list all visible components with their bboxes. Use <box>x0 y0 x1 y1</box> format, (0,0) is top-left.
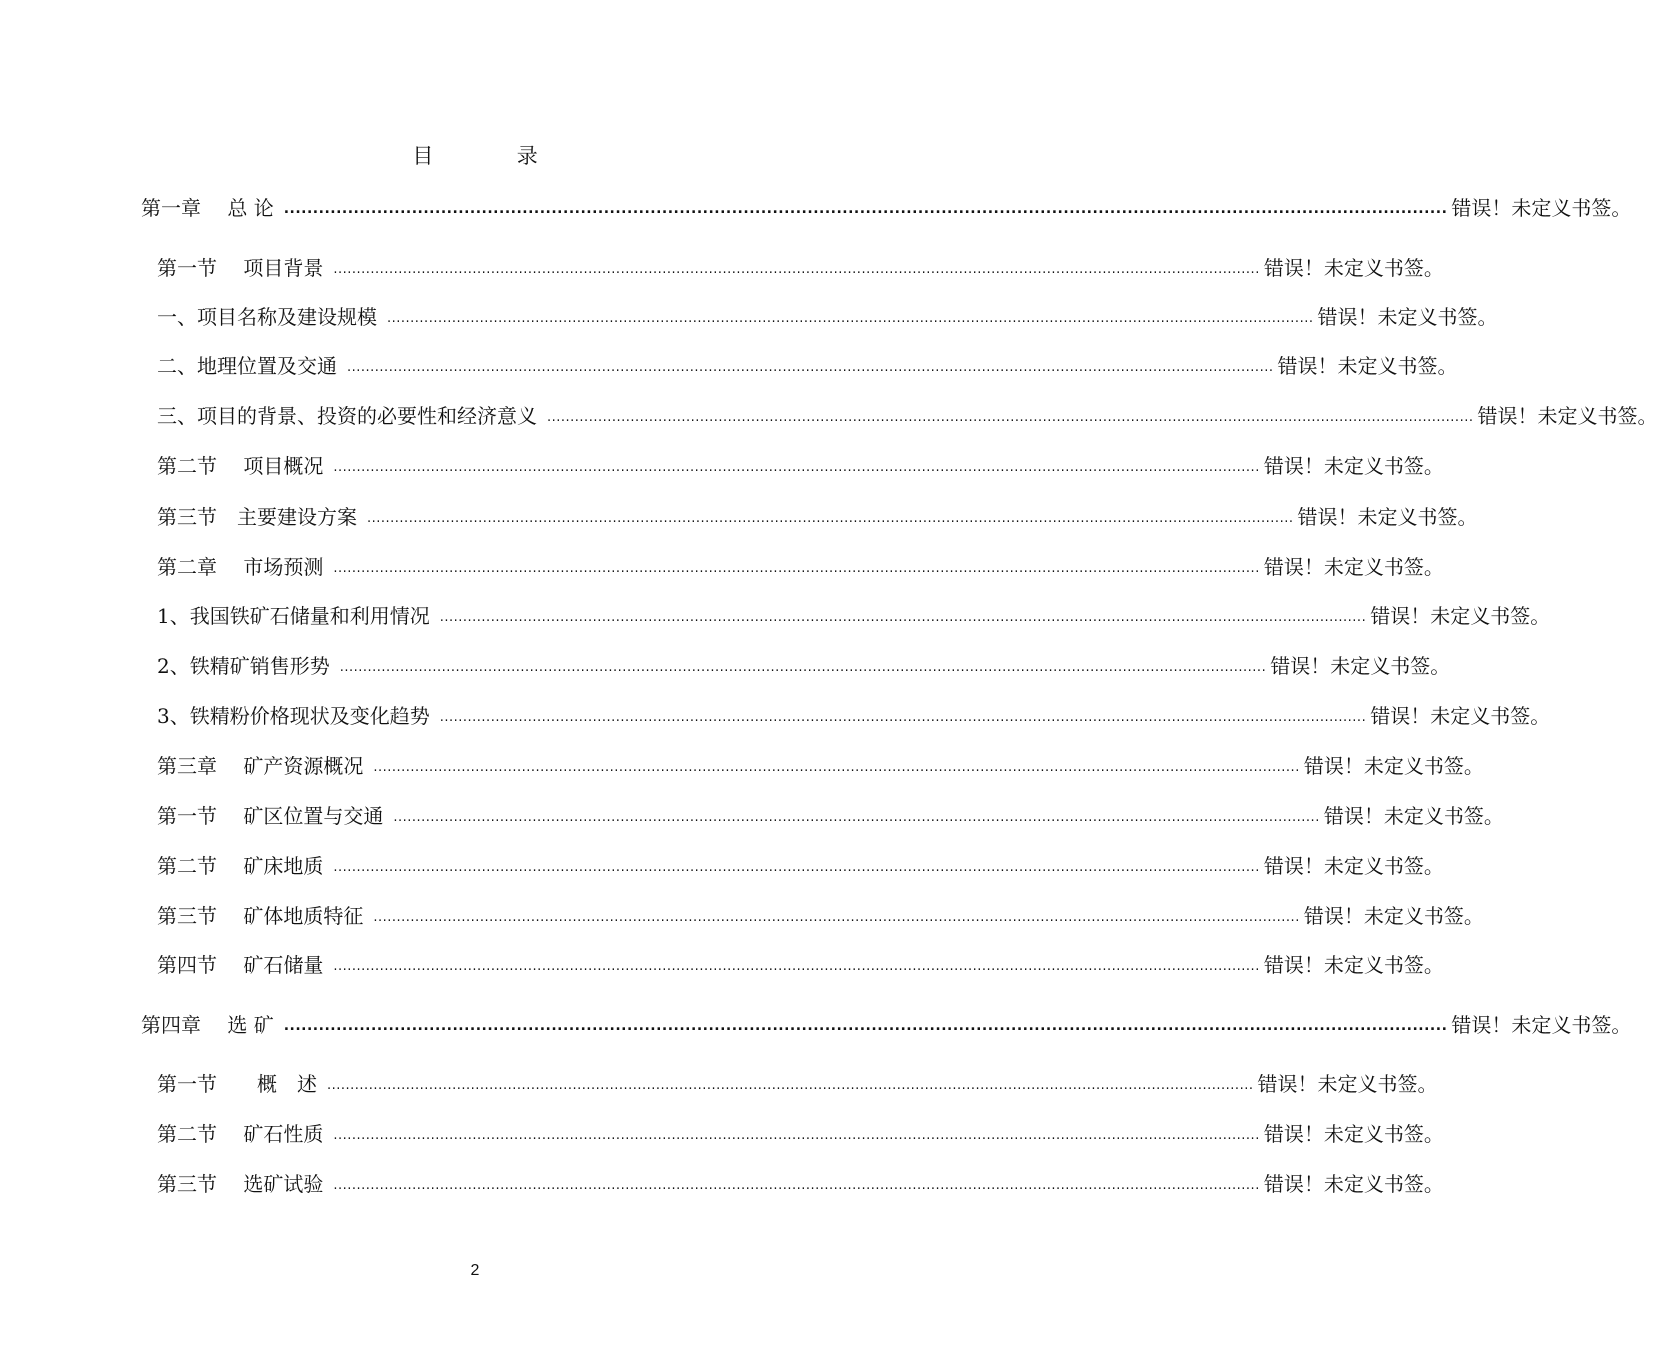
toc-entry-label: 第一节 概 述 <box>157 1071 317 1096</box>
toc-leader-dots: ........................................................................................................................................................................................................ <box>333 459 1260 475</box>
toc-entry-label: 第四节 矿石储量 <box>157 952 324 977</box>
toc-entry-label: 三、项目的背景、投资的必要性和经济意义 <box>157 403 537 428</box>
toc-entry[interactable] <box>157 1117 1444 1147</box>
toc-entry[interactable] <box>157 449 1444 479</box>
toc-leader-dots: ........................................................................................................................................................................................................ <box>387 310 1314 326</box>
toc-entry[interactable] <box>157 599 1551 629</box>
toc-leader-dots: ........................................................................................................................................................................................................ <box>333 1127 1260 1143</box>
toc-leader-dots: ........................................................................................................................................................................................................ <box>283 1018 1448 1034</box>
toc-leader-dots: ........................................................................................................................................................................................................ <box>373 759 1300 775</box>
toc-entry-label: 一、项目名称及建设规模 <box>157 304 377 329</box>
toc-entry[interactable] <box>157 550 1444 580</box>
toc-leader-dots: ........................................................................................................................................................................................................ <box>439 709 1367 725</box>
toc-entry-page-ref: 错误！未定义书签。 <box>1270 653 1451 678</box>
toc-entry-label: 第三节 选矿试验 <box>157 1171 324 1196</box>
toc-leader-dots: ........................................................................................................................................................................................................ <box>333 261 1260 277</box>
toc-entry[interactable] <box>157 251 1444 281</box>
toc-entry-page-ref: 错误！未定义书签。 <box>1263 255 1444 280</box>
toc-entry[interactable] <box>157 749 1484 779</box>
toc-entry-label: 第三节 矿体地质特征 <box>157 903 364 928</box>
toc-leader-dots: ........................................................................................................................................................................................................ <box>333 859 1260 875</box>
toc-entry-page-ref: 错误！未定义书签。 <box>1263 853 1444 878</box>
toc-entry-page-ref: 错误！未定义书签。 <box>1277 353 1458 378</box>
toc-leader-dots: ........................................................................................................................................................................................................ <box>327 1077 1254 1093</box>
toc-entry[interactable] <box>157 799 1504 829</box>
toc-entry-label: 第一节 矿区位置与交通 <box>157 803 384 828</box>
toc-entry-label: 第一章 总 论 <box>141 195 274 220</box>
toc-entry[interactable] <box>157 399 1657 429</box>
toc-leader-dots: ........................................................................................................................................................................................................ <box>333 1177 1260 1193</box>
toc-entry-page-ref: 错误！未定义书签。 <box>1263 554 1444 579</box>
toc-entry-page-ref: 错误！未定义书签。 <box>1451 1012 1632 1037</box>
toc-entry-page-ref: 错误！未定义书签。 <box>1263 453 1444 478</box>
toc-entry-label: 3、铁精粉价格现状及变化趋势 <box>157 703 430 728</box>
toc-entry-page-ref: 错误！未定义书签。 <box>1370 603 1551 628</box>
toc-entry-label: 2、铁精矿销售形势 <box>157 653 330 678</box>
toc-entry[interactable] <box>157 349 1458 379</box>
toc-entry-page-ref: 错误！未定义书签。 <box>1263 1121 1444 1146</box>
toc-entry-page-ref: 错误！未定义书签。 <box>1370 703 1551 728</box>
toc-leader-dots: ........................................................................................................................................................................................................ <box>283 201 1448 217</box>
toc-entry-page-ref: 错误！未定义书签。 <box>1323 803 1504 828</box>
toc-leader-dots: ........................................................................................................................................................................................................ <box>347 359 1274 375</box>
toc-title-char-2: 录 <box>516 144 538 168</box>
toc-leader-dots: ........................................................................................................................................................................................................ <box>333 958 1260 974</box>
toc-entry[interactable] <box>157 1167 1444 1197</box>
toc-entry-label: 第二节 项目概况 <box>157 453 324 478</box>
toc-entry[interactable] <box>157 899 1484 929</box>
toc-entry[interactable] <box>141 191 1632 221</box>
toc-entry-label: 1、我国铁矿石储量和利用情况 <box>157 603 430 628</box>
toc-leader-dots: ........................................................................................................................................................................................................ <box>439 609 1367 625</box>
toc-entry[interactable] <box>157 649 1451 679</box>
toc-entry[interactable] <box>157 1067 1438 1097</box>
toc-entry-page-ref: 错误！未定义书签。 <box>1263 952 1444 977</box>
page-number: 2 <box>470 1262 480 1279</box>
toc-entry-page-ref: 错误！未定义书签。 <box>1297 504 1478 529</box>
toc-leader-dots: ........................................................................................................................................................................................................ <box>547 409 1474 425</box>
toc-entry-page-ref: 错误！未定义书签。 <box>1257 1071 1438 1096</box>
toc-entry-page-ref: 错误！未定义书签。 <box>1317 304 1498 329</box>
toc-entry-page-ref: 错误！未定义书签。 <box>1263 1171 1444 1196</box>
toc-leader-dots: ........................................................................................................................................................................................................ <box>393 809 1320 825</box>
toc-title-char-1: 目 <box>412 144 434 168</box>
toc-entry-page-ref: 错误！未定义书签。 <box>1477 403 1657 428</box>
toc-entry-page-ref: 错误！未定义书签。 <box>1451 195 1632 220</box>
toc-entry[interactable] <box>141 1008 1632 1038</box>
toc-entry-label: 第二节 矿床地质 <box>157 853 324 878</box>
toc-entry[interactable] <box>157 300 1498 330</box>
toc-entry-label: 二、地理位置及交通 <box>157 353 337 378</box>
toc-entry-page-ref: 错误！未定义书签。 <box>1303 753 1484 778</box>
toc-entry[interactable] <box>157 500 1478 530</box>
toc-entry-label: 第四章 选 矿 <box>141 1012 274 1037</box>
toc-entry-label: 第二节 矿石性质 <box>157 1121 324 1146</box>
toc-leader-dots: ........................................................................................................................................................................................................ <box>339 659 1267 675</box>
toc-leader-dots: ........................................................................................................................................................................................................ <box>367 510 1294 526</box>
toc-entry-page-ref: 错误！未定义书签。 <box>1303 903 1484 928</box>
toc-entry-label: 第三节 主要建设方案 <box>157 504 357 529</box>
toc-leader-dots: ........................................................................................................................................................................................................ <box>373 909 1300 925</box>
toc-entry-label: 第三章 矿产资源概况 <box>157 753 364 778</box>
toc-entry-label: 第一节 项目背景 <box>157 255 324 280</box>
toc-leader-dots: ........................................................................................................................................................................................................ <box>333 560 1260 576</box>
toc-entry[interactable] <box>157 849 1444 879</box>
toc-entry[interactable] <box>157 948 1444 978</box>
toc-entry[interactable] <box>157 699 1551 729</box>
toc-entry-label: 第二章 市场预测 <box>157 554 324 579</box>
